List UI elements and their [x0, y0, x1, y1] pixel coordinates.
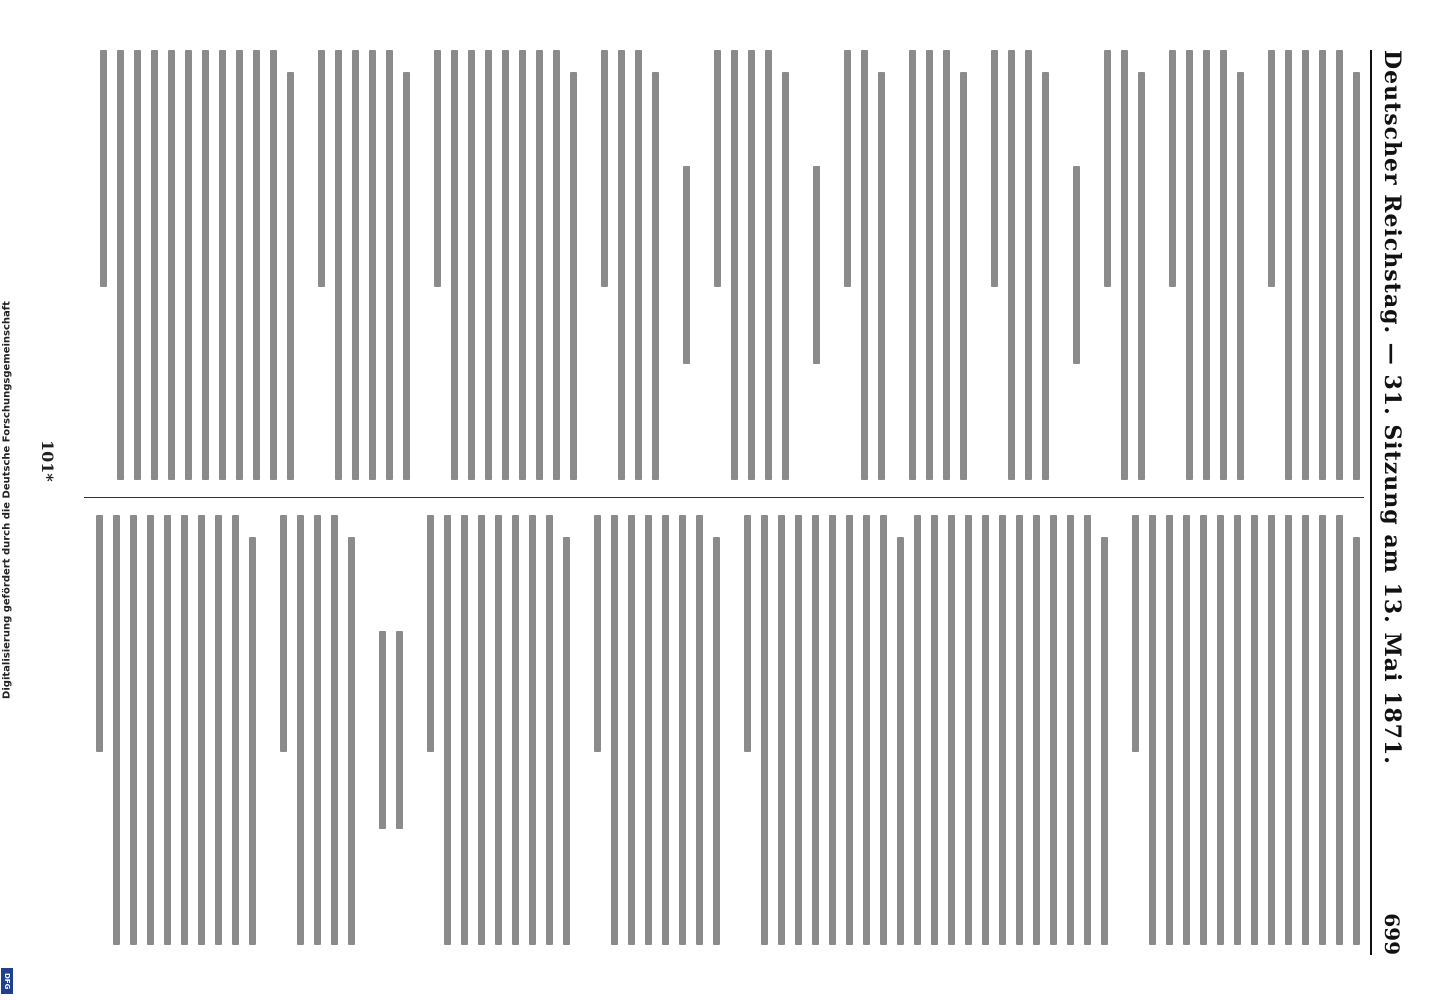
text-line: [1285, 50, 1292, 480]
text-line: [594, 515, 601, 752]
text-line: [748, 50, 755, 480]
text-line: [679, 515, 686, 945]
text-line: [635, 50, 642, 480]
text-line: [451, 50, 458, 480]
text-line: [1217, 515, 1224, 945]
text-line: [1121, 50, 1128, 480]
text-line: [1138, 72, 1145, 480]
text-line: [478, 515, 485, 945]
text-line: [427, 515, 434, 752]
page-header: [1370, 50, 1412, 955]
text-line: [812, 515, 819, 945]
text-line: [1042, 72, 1049, 480]
text-line: [683, 166, 690, 364]
text-line: [861, 50, 868, 480]
text-line: [529, 515, 536, 945]
text-line: [536, 50, 543, 480]
text-line: [386, 50, 393, 480]
paragraph-gap: [1108, 515, 1122, 945]
text-line: [714, 50, 721, 287]
text-line: [147, 515, 154, 945]
text-line: [1237, 72, 1244, 480]
text-line: [813, 166, 820, 364]
text-line: [96, 515, 103, 752]
text-line: [1149, 515, 1156, 945]
text-line: [151, 50, 158, 480]
text-line: [982, 515, 989, 945]
text-line: [164, 515, 171, 945]
column-divider: [84, 497, 1364, 498]
text-line: [662, 515, 669, 945]
text-line: [396, 631, 403, 829]
digitization-credit-strip: [0, 0, 14, 1000]
text-line: [1319, 515, 1326, 945]
text-line: [1186, 50, 1193, 480]
text-line: [611, 515, 618, 945]
text-line: [782, 72, 789, 480]
text-line: [1101, 537, 1108, 945]
text-line: [546, 515, 553, 945]
text-line: [297, 515, 304, 945]
paragraph-gap: [789, 50, 803, 480]
paragraph-gap: [256, 515, 270, 945]
text-line: [1353, 72, 1360, 480]
text-line: [696, 515, 703, 945]
text-line: [846, 515, 853, 945]
text-line: [1203, 50, 1210, 480]
text-line: [1353, 537, 1360, 945]
text-line: [863, 515, 870, 945]
text-line: [215, 515, 222, 945]
paragraph-gap: [355, 515, 369, 945]
text-line: [253, 50, 260, 480]
paragraph-gap: [1244, 50, 1258, 480]
paragraph-gap: [577, 50, 591, 480]
text-line: [1268, 50, 1275, 287]
text-line: [999, 515, 1006, 945]
text-line: [314, 515, 321, 945]
text-line: [369, 50, 376, 480]
paragraph-gap: [820, 50, 834, 480]
text-line: [318, 50, 325, 287]
text-line: [1033, 515, 1040, 945]
text-line: [232, 515, 239, 945]
text-line: [1016, 515, 1023, 945]
text-line: [181, 515, 188, 945]
page-number: 699: [1380, 913, 1404, 955]
text-line: [965, 515, 972, 945]
text-line: [219, 50, 226, 480]
text-line: [1104, 50, 1111, 287]
text-line: [991, 50, 998, 287]
paragraph-gap: [403, 515, 417, 945]
text-line: [948, 515, 955, 945]
text-line: [468, 50, 475, 480]
paragraph-gap: [1080, 50, 1094, 480]
text-line: [403, 72, 410, 480]
text-line: [1336, 515, 1343, 945]
text-line: [761, 515, 768, 945]
text-line: [113, 515, 120, 945]
text-line: [352, 50, 359, 480]
text-line: [713, 537, 720, 945]
text-line: [519, 50, 526, 480]
text-line: [495, 515, 502, 945]
paragraph-gap: [885, 50, 899, 480]
text-line: [1251, 515, 1258, 945]
text-line: [1008, 50, 1015, 480]
text-line: [134, 50, 141, 480]
text-line: [618, 50, 625, 480]
digitization-credit-text: Digitalisierung gefördert durch die Deutsche Forschungsgemeinschaft: [1, 301, 13, 699]
text-column-right: [90, 515, 1360, 945]
text-line: [914, 515, 921, 945]
text-line: [829, 515, 836, 945]
text-line: [652, 72, 659, 480]
text-line: [1169, 50, 1176, 287]
text-line: [778, 515, 785, 945]
paragraph-gap: [294, 50, 308, 480]
paragraph-gap: [570, 515, 584, 945]
text-line: [1336, 50, 1343, 480]
text-line: [795, 515, 802, 945]
text-line: [1050, 515, 1057, 945]
text-line: [117, 50, 124, 480]
text-line: [280, 515, 287, 752]
text-line: [249, 537, 256, 945]
text-line: [379, 631, 386, 829]
text-line: [348, 537, 355, 945]
text-line: [1234, 515, 1241, 945]
text-line: [943, 50, 950, 480]
text-line: [502, 50, 509, 480]
text-line: [880, 515, 887, 945]
paragraph-gap: [967, 50, 981, 480]
paragraph-gap: [690, 50, 704, 480]
text-line: [765, 50, 772, 480]
text-line: [744, 515, 751, 752]
running-head: Deutscher Reichstag. — 31. Sitzung am 13. Mai 1871.: [1379, 50, 1405, 765]
text-line: [444, 515, 451, 945]
text-line: [645, 515, 652, 945]
dfg-logo: DFG: [1, 968, 13, 994]
paragraph-gap: [1145, 50, 1159, 480]
text-line: [168, 50, 175, 480]
text-line: [553, 50, 560, 480]
text-line: [100, 50, 107, 287]
text-line: [1084, 515, 1091, 945]
sheet-signature: 101*: [38, 440, 57, 482]
text-line: [1132, 515, 1139, 752]
text-line: [563, 537, 570, 945]
text-line: [1220, 50, 1227, 480]
text-line: [926, 50, 933, 480]
text-line: [731, 50, 738, 480]
paragraph-gap: [1049, 50, 1063, 480]
paragraph-gap: [410, 50, 424, 480]
text-line: [461, 515, 468, 945]
text-line: [1319, 50, 1326, 480]
text-line: [185, 50, 192, 480]
text-line: [878, 72, 885, 480]
paragraph-gap: [720, 515, 734, 945]
text-line: [931, 515, 938, 945]
text-line: [335, 50, 342, 480]
text-column-left: [90, 50, 1360, 480]
text-line: [960, 72, 967, 480]
paragraph-gap: [659, 50, 673, 480]
text-line: [270, 50, 277, 480]
text-line: [1067, 515, 1074, 945]
text-line: [1025, 50, 1032, 480]
text-line: [434, 50, 441, 287]
text-line: [570, 72, 577, 480]
text-line: [844, 50, 851, 287]
text-line: [1073, 166, 1080, 364]
text-line: [1183, 515, 1190, 945]
text-line: [1302, 515, 1309, 945]
text-line: [1285, 515, 1292, 945]
text-line: [331, 515, 338, 945]
document-page: [20, 0, 1432, 1000]
text-line: [1268, 515, 1275, 945]
text-line: [601, 50, 608, 287]
text-line: [1200, 515, 1207, 945]
text-line: [202, 50, 209, 480]
text-line: [130, 515, 137, 945]
text-line: [1302, 50, 1309, 480]
text-line: [485, 50, 492, 480]
text-line: [198, 515, 205, 945]
text-line: [909, 50, 916, 480]
text-line: [236, 50, 243, 480]
text-line: [287, 72, 294, 480]
text-line: [897, 537, 904, 945]
text-line: [512, 515, 519, 945]
text-line: [1166, 515, 1173, 945]
text-line: [628, 515, 635, 945]
